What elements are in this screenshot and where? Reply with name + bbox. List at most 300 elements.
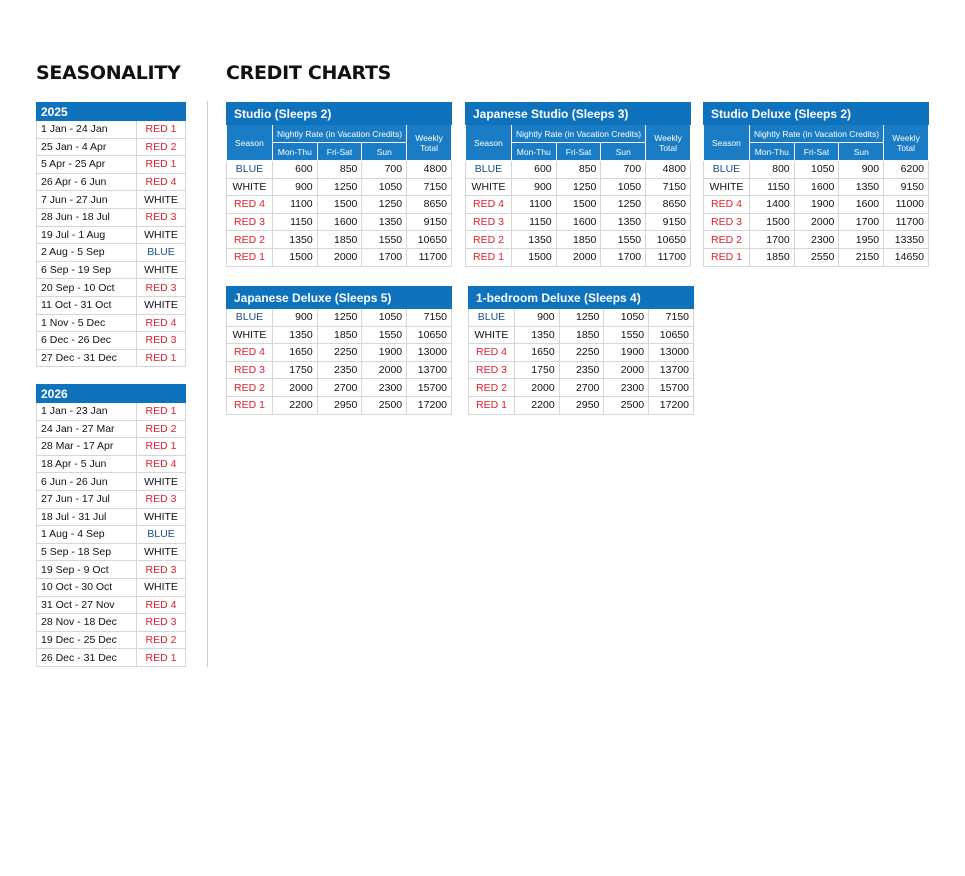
rate-row xyxy=(227,361,452,379)
rate-row xyxy=(227,178,452,196)
season-row xyxy=(37,578,186,596)
season-code: RED 4 xyxy=(137,455,186,473)
rate-season: RED 3 xyxy=(469,361,515,379)
rate-weekly-total: 7150 xyxy=(407,309,452,327)
seasonality-table-2025 xyxy=(36,102,186,367)
rate-mon-thu: 1650 xyxy=(272,344,317,362)
rate-mon-thu: 1700 xyxy=(749,231,794,249)
season-date-range: 31 Oct - 27 Nov xyxy=(37,596,137,614)
rate-fri-sat: 1600 xyxy=(556,213,601,231)
rate-sun: 1950 xyxy=(839,231,884,249)
season-code: RED 1 xyxy=(137,156,186,174)
season-code: RED 1 xyxy=(137,649,186,667)
rate-sun: 1700 xyxy=(362,248,407,266)
rate-sun: 1700 xyxy=(839,213,884,231)
chart-title: Studio (Sleeps 2) xyxy=(227,103,452,125)
season-code: RED 3 xyxy=(137,332,186,350)
rate-season: RED 4 xyxy=(466,196,512,214)
rate-fri-sat: 1500 xyxy=(317,196,362,214)
column-header-nightly-rate: Nightly Rate (in Vacation Credits) xyxy=(749,125,883,143)
season-row xyxy=(37,138,186,156)
column-header-fri-sat: Fri-Sat xyxy=(556,143,601,161)
column-header-sun: Sun xyxy=(601,143,646,161)
season-code: RED 4 xyxy=(137,314,186,332)
rate-season: RED 4 xyxy=(704,196,750,214)
season-row xyxy=(37,614,186,632)
rate-row xyxy=(227,248,452,266)
rate-row xyxy=(704,178,929,196)
season-code: RED 3 xyxy=(137,614,186,632)
rate-mon-thu: 1150 xyxy=(511,213,556,231)
rate-weekly-total: 9150 xyxy=(884,178,929,196)
rate-fri-sat: 2250 xyxy=(317,344,362,362)
rate-weekly-total: 9150 xyxy=(646,213,691,231)
rate-sun: 2150 xyxy=(839,248,884,266)
season-row xyxy=(37,226,186,244)
rate-row xyxy=(704,231,929,249)
season-date-range: 6 Sep - 19 Sep xyxy=(37,261,137,279)
season-row xyxy=(37,403,186,421)
rate-weekly-total: 11000 xyxy=(884,196,929,214)
rate-fri-sat: 1850 xyxy=(556,231,601,249)
rate-mon-thu: 900 xyxy=(514,309,559,327)
season-date-range: 24 Jan - 27 Mar xyxy=(37,420,137,438)
season-code: RED 3 xyxy=(137,208,186,226)
season-date-range: 25 Jan - 4 Apr xyxy=(37,138,137,156)
section-divider xyxy=(207,101,208,667)
season-date-range: 19 Jul - 1 Aug xyxy=(37,226,137,244)
rate-fri-sat: 2550 xyxy=(794,248,839,266)
season-date-range: 18 Jul - 31 Jul xyxy=(37,508,137,526)
rate-row xyxy=(466,248,691,266)
seasonality-table-2026 xyxy=(36,384,186,667)
season-date-range: 6 Jun - 26 Jun xyxy=(37,473,137,491)
season-code: RED 2 xyxy=(137,138,186,156)
rate-fri-sat: 1900 xyxy=(794,196,839,214)
rate-row xyxy=(227,196,452,214)
rate-season: RED 3 xyxy=(227,361,273,379)
rate-fri-sat: 2000 xyxy=(317,248,362,266)
rate-mon-thu: 1400 xyxy=(749,196,794,214)
rate-sun: 2300 xyxy=(604,379,649,397)
season-row xyxy=(37,561,186,579)
rate-fri-sat: 1250 xyxy=(317,178,362,196)
season-code: WHITE xyxy=(137,261,186,279)
rate-mon-thu: 2000 xyxy=(514,379,559,397)
season-row xyxy=(37,332,186,350)
rate-season: WHITE xyxy=(469,326,515,344)
season-row xyxy=(37,279,186,297)
rate-season: RED 2 xyxy=(227,231,273,249)
season-date-range: 5 Apr - 25 Apr xyxy=(37,156,137,174)
season-row xyxy=(37,596,186,614)
chart-title-row xyxy=(704,103,929,125)
rate-sun: 700 xyxy=(601,161,646,179)
chart-studio xyxy=(226,102,452,267)
rate-weekly-total: 13000 xyxy=(649,344,694,362)
rate-sun: 1350 xyxy=(839,178,884,196)
season-code: BLUE xyxy=(137,526,186,544)
rate-season: WHITE xyxy=(227,326,273,344)
rate-season: RED 4 xyxy=(227,196,273,214)
rate-weekly-total: 10650 xyxy=(407,231,452,249)
rate-mon-thu: 1850 xyxy=(749,248,794,266)
rate-weekly-total: 17200 xyxy=(649,396,694,414)
rate-sun: 1050 xyxy=(601,178,646,196)
season-code: RED 2 xyxy=(137,420,186,438)
rate-season: RED 4 xyxy=(227,344,273,362)
column-header-sun: Sun xyxy=(839,143,884,161)
rate-fri-sat: 1250 xyxy=(317,309,362,327)
rate-weekly-total: 9150 xyxy=(407,213,452,231)
rate-season: RED 1 xyxy=(227,396,273,414)
rate-sun: 1050 xyxy=(362,178,407,196)
rate-sun: 1600 xyxy=(839,196,884,214)
rate-row xyxy=(227,326,452,344)
season-row xyxy=(37,261,186,279)
season-date-range: 19 Sep - 9 Oct xyxy=(37,561,137,579)
season-date-range: 10 Oct - 30 Oct xyxy=(37,578,137,596)
column-header-mon-thu: Mon-Thu xyxy=(749,143,794,161)
rate-row xyxy=(466,213,691,231)
season-date-range: 28 Mar - 17 Apr xyxy=(37,438,137,456)
chart-title-row xyxy=(227,287,452,309)
rate-mon-thu: 1150 xyxy=(749,178,794,196)
rate-season: RED 3 xyxy=(227,213,273,231)
column-header-season: Season xyxy=(466,125,512,161)
rate-season: BLUE xyxy=(704,161,750,179)
season-code: WHITE xyxy=(137,296,186,314)
column-header-weekly-total: Weekly Total xyxy=(407,125,452,161)
rate-season: RED 1 xyxy=(466,248,512,266)
rate-sun: 1350 xyxy=(601,213,646,231)
chart-title: Japanese Deluxe (Sleeps 5) xyxy=(227,287,452,309)
chart-title: Japanese Studio (Sleeps 3) xyxy=(466,103,691,125)
column-header-fri-sat: Fri-Sat xyxy=(317,143,362,161)
season-row xyxy=(37,508,186,526)
rate-season: RED 3 xyxy=(704,213,750,231)
rate-fri-sat: 1600 xyxy=(794,178,839,196)
season-row xyxy=(37,296,186,314)
season-code: WHITE xyxy=(137,508,186,526)
season-row xyxy=(37,244,186,262)
season-code: RED 3 xyxy=(137,279,186,297)
season-row xyxy=(37,455,186,473)
column-header-season: Season xyxy=(227,125,273,161)
rate-fri-sat: 1250 xyxy=(559,309,604,327)
rate-season: WHITE xyxy=(227,178,273,196)
rate-mon-thu: 900 xyxy=(272,309,317,327)
rate-row xyxy=(704,213,929,231)
rate-sun: 1250 xyxy=(362,196,407,214)
rate-season: WHITE xyxy=(704,178,750,196)
rate-fri-sat: 2700 xyxy=(317,379,362,397)
rate-fri-sat: 850 xyxy=(556,161,601,179)
rate-row xyxy=(227,213,452,231)
rate-fri-sat: 1250 xyxy=(556,178,601,196)
rate-weekly-total: 13700 xyxy=(649,361,694,379)
season-date-range: 1 Nov - 5 Dec xyxy=(37,314,137,332)
column-header-mon-thu: Mon-Thu xyxy=(272,143,317,161)
season-row xyxy=(37,490,186,508)
season-code: WHITE xyxy=(137,226,186,244)
season-code: RED 1 xyxy=(137,403,186,421)
season-code: WHITE xyxy=(137,473,186,491)
rate-sun: 1250 xyxy=(601,196,646,214)
column-header-mon-thu: Mon-Thu xyxy=(511,143,556,161)
rate-row xyxy=(469,379,694,397)
credit-charts-heading: CREDIT CHARTS xyxy=(226,62,392,84)
chart-header-row xyxy=(227,125,452,143)
season-date-range: 26 Apr - 6 Jun xyxy=(37,173,137,191)
rate-sun: 1550 xyxy=(601,231,646,249)
chart-title-row xyxy=(227,103,452,125)
season-row xyxy=(37,121,186,139)
rate-weekly-total: 11700 xyxy=(884,213,929,231)
rate-weekly-total: 15700 xyxy=(649,379,694,397)
rate-season: RED 1 xyxy=(227,248,273,266)
rate-sun: 700 xyxy=(362,161,407,179)
season-code: WHITE xyxy=(137,578,186,596)
season-date-range: 1 Aug - 4 Sep xyxy=(37,526,137,544)
season-row xyxy=(37,631,186,649)
rate-mon-thu: 2200 xyxy=(272,396,317,414)
rate-mon-thu: 1750 xyxy=(272,361,317,379)
rate-weekly-total: 11700 xyxy=(646,248,691,266)
season-row xyxy=(37,173,186,191)
rate-sun: 1550 xyxy=(362,231,407,249)
season-date-range: 28 Jun - 18 Jul xyxy=(37,208,137,226)
rate-mon-thu: 1350 xyxy=(272,231,317,249)
rate-mon-thu: 1750 xyxy=(514,361,559,379)
season-date-range: 27 Dec - 31 Dec xyxy=(37,349,137,367)
season-date-range: 1 Jan - 24 Jan xyxy=(37,121,137,139)
rate-season: BLUE xyxy=(466,161,512,179)
season-row xyxy=(37,420,186,438)
season-row xyxy=(37,438,186,456)
rate-fri-sat: 2250 xyxy=(559,344,604,362)
column-header-weekly-total: Weekly Total xyxy=(646,125,691,161)
season-code: RED 1 xyxy=(137,438,186,456)
rate-sun: 1550 xyxy=(604,326,649,344)
column-header-fri-sat: Fri-Sat xyxy=(794,143,839,161)
season-code: WHITE xyxy=(137,191,186,209)
rate-row xyxy=(227,379,452,397)
rate-season: WHITE xyxy=(466,178,512,196)
rate-fri-sat: 2700 xyxy=(559,379,604,397)
rate-weekly-total: 13700 xyxy=(407,361,452,379)
season-date-range: 5 Sep - 18 Sep xyxy=(37,543,137,561)
season-row xyxy=(37,349,186,367)
chart-title: Studio Deluxe (Sleeps 2) xyxy=(704,103,929,125)
rate-weekly-total: 13350 xyxy=(884,231,929,249)
rate-mon-thu: 1650 xyxy=(514,344,559,362)
season-row xyxy=(37,156,186,174)
column-header-nightly-rate: Nightly Rate (in Vacation Credits) xyxy=(511,125,645,143)
season-date-range: 26 Dec - 31 Dec xyxy=(37,649,137,667)
rate-mon-thu: 800 xyxy=(749,161,794,179)
rate-sun: 1550 xyxy=(362,326,407,344)
rate-season: BLUE xyxy=(469,309,515,327)
rate-row xyxy=(227,344,452,362)
rate-sun: 2000 xyxy=(362,361,407,379)
column-header-sun: Sun xyxy=(362,143,407,161)
rate-row xyxy=(704,248,929,266)
rate-fri-sat: 1850 xyxy=(317,231,362,249)
rate-fri-sat: 1600 xyxy=(317,213,362,231)
rate-fri-sat: 2300 xyxy=(794,231,839,249)
rate-season: RED 4 xyxy=(469,344,515,362)
season-row xyxy=(37,526,186,544)
rate-fri-sat: 2350 xyxy=(317,361,362,379)
rate-row xyxy=(227,231,452,249)
rate-row xyxy=(469,326,694,344)
rate-mon-thu: 1150 xyxy=(272,213,317,231)
season-date-range: 11 Oct - 31 Oct xyxy=(37,296,137,314)
rate-mon-thu: 900 xyxy=(511,178,556,196)
rate-fri-sat: 2350 xyxy=(559,361,604,379)
season-code: BLUE xyxy=(137,244,186,262)
column-header-season: Season xyxy=(704,125,750,161)
rate-weekly-total: 11700 xyxy=(407,248,452,266)
rate-season: RED 1 xyxy=(469,396,515,414)
rate-weekly-total: 6200 xyxy=(884,161,929,179)
season-code: RED 3 xyxy=(137,490,186,508)
chart-studio-deluxe xyxy=(703,102,929,267)
rate-mon-thu: 1350 xyxy=(511,231,556,249)
rate-season: RED 2 xyxy=(704,231,750,249)
rate-mon-thu: 600 xyxy=(272,161,317,179)
rate-sun: 1050 xyxy=(362,309,407,327)
rate-mon-thu: 1500 xyxy=(749,213,794,231)
rate-fri-sat: 1500 xyxy=(556,196,601,214)
chart-title-row xyxy=(466,103,691,125)
rate-row xyxy=(466,178,691,196)
rate-mon-thu: 1100 xyxy=(511,196,556,214)
rate-fri-sat: 2000 xyxy=(794,213,839,231)
rate-row xyxy=(469,361,694,379)
rate-weekly-total: 17200 xyxy=(407,396,452,414)
rate-mon-thu: 1500 xyxy=(272,248,317,266)
rate-row xyxy=(704,161,929,179)
chart-title-row xyxy=(469,287,694,309)
chart-japanese-studio xyxy=(465,102,691,267)
rate-sun: 1050 xyxy=(604,309,649,327)
season-code: RED 2 xyxy=(137,631,186,649)
season-date-range: 27 Jun - 17 Jul xyxy=(37,490,137,508)
rate-mon-thu: 2000 xyxy=(272,379,317,397)
rate-weekly-total: 10650 xyxy=(646,231,691,249)
season-code: RED 4 xyxy=(137,173,186,191)
rate-row xyxy=(466,161,691,179)
season-year-header: 2025 xyxy=(37,103,186,121)
rate-sun: 1900 xyxy=(362,344,407,362)
rate-weekly-total: 10650 xyxy=(407,326,452,344)
rate-weekly-total: 4800 xyxy=(407,161,452,179)
rate-fri-sat: 2950 xyxy=(559,396,604,414)
season-row xyxy=(37,649,186,667)
rate-sun: 2500 xyxy=(362,396,407,414)
rate-weekly-total: 8650 xyxy=(646,196,691,214)
rate-weekly-total: 13000 xyxy=(407,344,452,362)
season-date-range: 20 Sep - 10 Oct xyxy=(37,279,137,297)
season-date-range: 28 Nov - 18 Dec xyxy=(37,614,137,632)
season-code: RED 4 xyxy=(137,596,186,614)
column-header-weekly-total: Weekly Total xyxy=(884,125,929,161)
season-date-range: 6 Dec - 26 Dec xyxy=(37,332,137,350)
rate-weekly-total: 14650 xyxy=(884,248,929,266)
season-code: RED 1 xyxy=(137,349,186,367)
column-header-nightly-rate: Nightly Rate (in Vacation Credits) xyxy=(272,125,406,143)
rate-season: BLUE xyxy=(227,309,273,327)
rate-sun: 1700 xyxy=(601,248,646,266)
rate-mon-thu: 600 xyxy=(511,161,556,179)
rate-mon-thu: 1350 xyxy=(514,326,559,344)
season-date-range: 19 Dec - 25 Dec xyxy=(37,631,137,649)
rate-season: RED 2 xyxy=(227,379,273,397)
rate-row xyxy=(469,344,694,362)
rate-weekly-total: 7150 xyxy=(649,309,694,327)
rate-sun: 2000 xyxy=(604,361,649,379)
rate-weekly-total: 8650 xyxy=(407,196,452,214)
season-date-range: 18 Apr - 5 Jun xyxy=(37,455,137,473)
season-row xyxy=(37,208,186,226)
season-date-range: 1 Jan - 23 Jan xyxy=(37,403,137,421)
rate-row xyxy=(227,161,452,179)
rate-fri-sat: 2000 xyxy=(556,248,601,266)
chart-1-bedroom-deluxe xyxy=(468,286,694,415)
season-code: RED 1 xyxy=(137,121,186,139)
rate-season: BLUE xyxy=(227,161,273,179)
rate-weekly-total: 7150 xyxy=(646,178,691,196)
rate-row xyxy=(466,231,691,249)
season-code: WHITE xyxy=(137,543,186,561)
rate-weekly-total: 4800 xyxy=(646,161,691,179)
rate-season: RED 3 xyxy=(466,213,512,231)
rate-fri-sat: 1850 xyxy=(559,326,604,344)
rate-mon-thu: 1500 xyxy=(511,248,556,266)
rate-sun: 2300 xyxy=(362,379,407,397)
rate-weekly-total: 7150 xyxy=(407,178,452,196)
rate-season: RED 1 xyxy=(704,248,750,266)
season-code: RED 3 xyxy=(137,561,186,579)
season-row xyxy=(37,191,186,209)
rate-mon-thu: 2200 xyxy=(514,396,559,414)
rate-mon-thu: 1350 xyxy=(272,326,317,344)
chart-header-row xyxy=(704,125,929,143)
rate-fri-sat: 2950 xyxy=(317,396,362,414)
rate-mon-thu: 900 xyxy=(272,178,317,196)
rate-row xyxy=(469,309,694,327)
rate-season: RED 2 xyxy=(469,379,515,397)
rate-sun: 900 xyxy=(839,161,884,179)
rate-sun: 2500 xyxy=(604,396,649,414)
chart-japanese-deluxe xyxy=(226,286,452,415)
season-row xyxy=(37,473,186,491)
season-year-header: 2026 xyxy=(37,385,186,403)
chart-header-row xyxy=(466,125,691,143)
season-row xyxy=(37,314,186,332)
rate-sun: 1900 xyxy=(604,344,649,362)
rate-fri-sat: 850 xyxy=(317,161,362,179)
rate-row xyxy=(469,396,694,414)
rate-row xyxy=(227,396,452,414)
rate-sun: 1350 xyxy=(362,213,407,231)
seasonality-heading: SEASONALITY xyxy=(36,62,181,84)
season-date-range: 2 Aug - 5 Sep xyxy=(37,244,137,262)
rate-fri-sat: 1850 xyxy=(317,326,362,344)
rate-weekly-total: 15700 xyxy=(407,379,452,397)
